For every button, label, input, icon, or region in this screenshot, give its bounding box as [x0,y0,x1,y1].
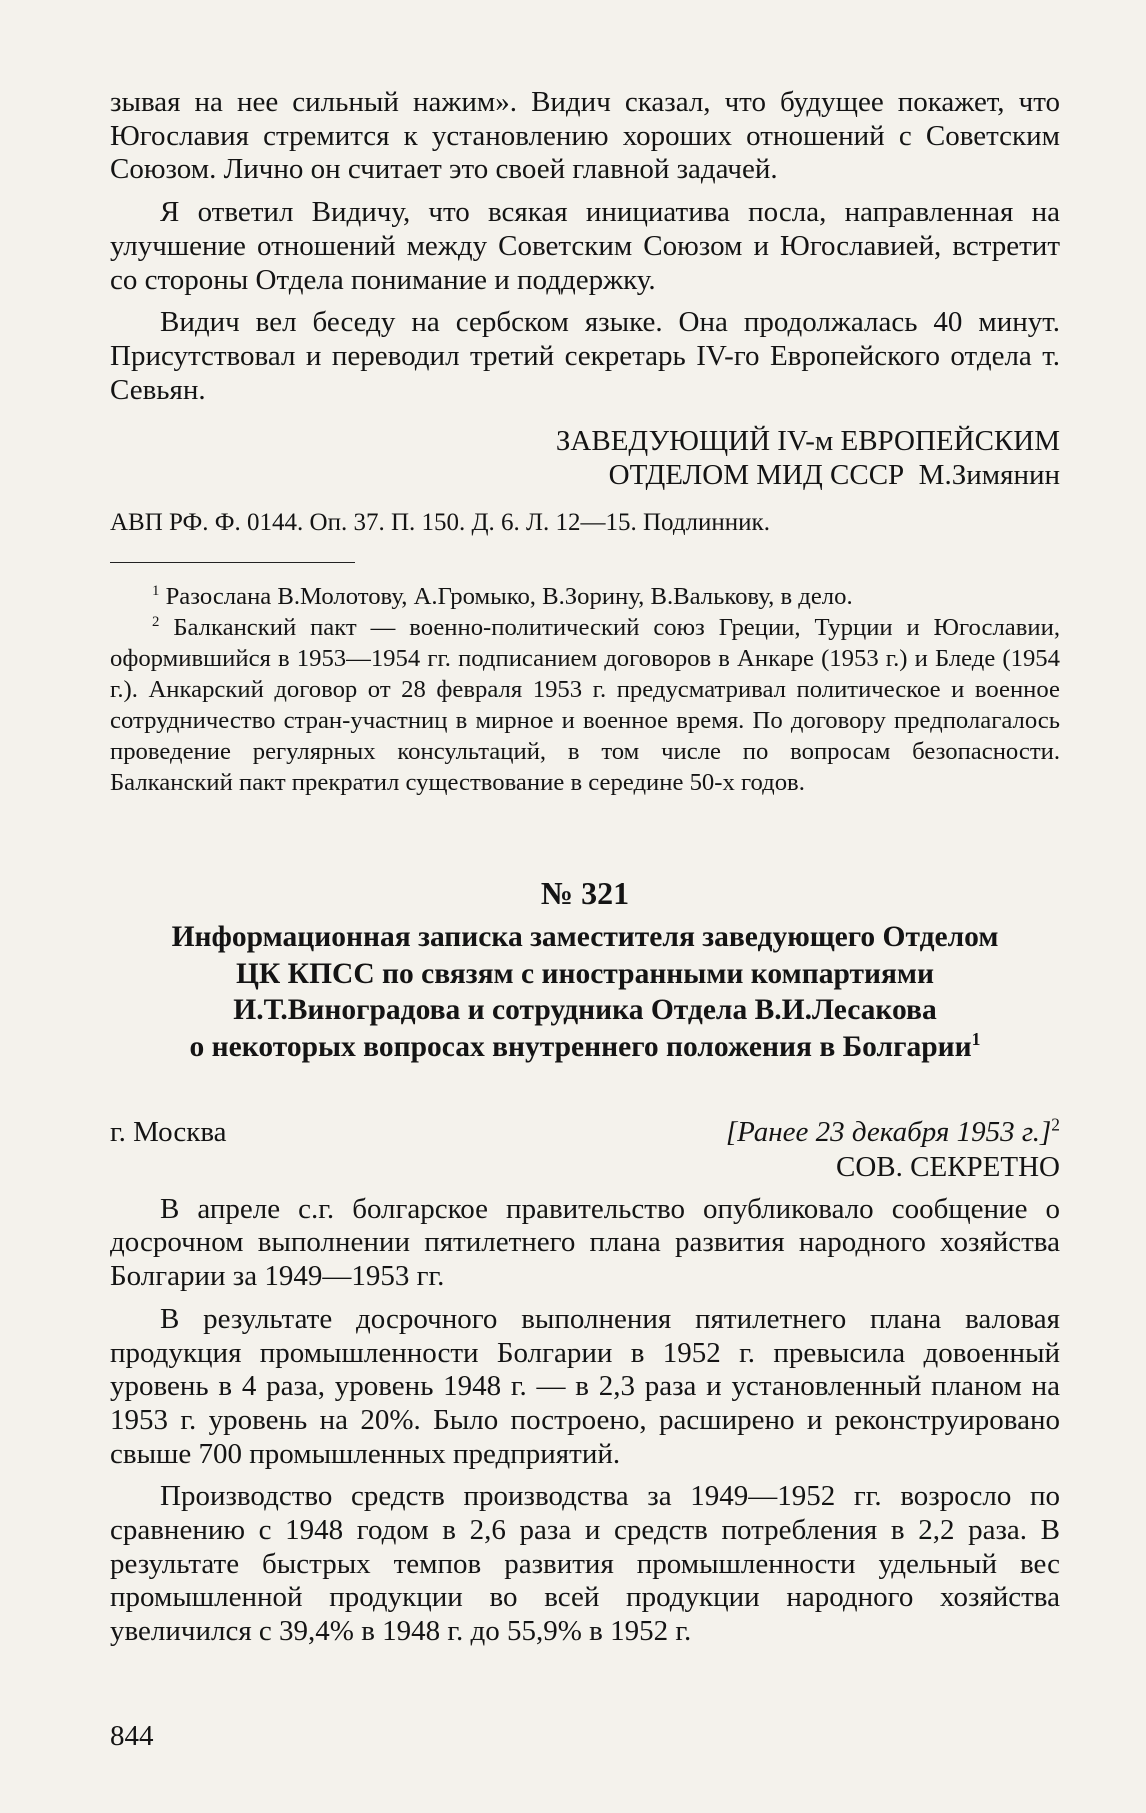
document-1-ending [110,86,1060,539]
paragraph-industrial-output: В результате досрочного выполнения пятилетнего плана валовая продукция промышленности Болгарии в 1952 г. превысила довоенный уровень в 4 раза, уровень 1948 г. — в 2,3 раза и установленный планом на 1953 г. уровень на 20%. Было построено, расширено и реконструировано свыше 700 промышленных предприятий. [110,1302,1060,1470]
paragraph-means-of-production: Производство средств производства за 1949—1952 гг. возросло по сравнению с 1948 годом в 2,6 раза и средств потребления в 2,2 раза. В результате быстрых темпов развития промышленности удельный вес промышленной продукции во всей продукции народного хозяйства увеличился с 39,4% в 1948 г. до 55,9% в 1952 г. [110,1480,1060,1648]
title-footnote-mark: 1 [971,1028,981,1049]
title-line-2: ЦК КПСС по связям с иностранными компартиями [235,957,935,990]
footnote-divider [110,562,355,563]
paragraph-reply: Я ответил Видичу, что всякая инициатива посла, направленная на улучшение отношений между Советским Союзом и Югославией, встретит со стороны Отдела понимание и поддержку. [110,196,1060,296]
dateline [110,1115,1060,1149]
date-footnote-mark: 2 [1051,1114,1060,1135]
footnotes-block [110,550,1060,798]
footnote-1-text: Разослана В.Молотову, А.Громыко, В.Зорину, В.Валькову, в дело. [159,583,853,610]
document-number: № 321 [540,875,630,911]
title-line-1: Информационная записка заместителя заведующего Отделом [171,921,999,953]
archive-reference: АВП РФ. Ф. 0144. Оп. 37. П. 150. Д. 6. Л. 12—15. Подлинник. [110,508,770,536]
signature-name-line: ОТДЕЛОМ МИД СССР М.Зимянин [608,459,1060,492]
title-line-3: И.Т.Виноградова и сотрудника Отдела В.И.Лесакова [233,994,937,1026]
footnote-2 [110,612,1060,798]
place: г. Москва [110,1116,227,1148]
paragraph-conversation: Видич вел беседу на сербском языке. Она продолжалась 40 минут. Присутствовал и переводил третий секретарь IV-го Европейского отдела т. Севьян. [110,306,1060,406]
document-title [110,919,1060,1065]
page-number: 844 [110,1720,154,1752]
footnote-1 [110,581,1060,612]
footnote-1-mark: 1 [152,582,160,599]
classification-stamp: СОВ. СЕКРЕТНО [836,1151,1060,1183]
paragraph-continued: зывая на нее сильный нажим». Видич сказал, что будущее покажет, что Югославия стремится к установлению хороших отношений с Советским Союзом. Лично он считает это своей главной задачей. [110,86,1060,186]
footnote-2-mark: 2 [152,613,160,630]
footnotes [110,581,1060,798]
title-line-4 [110,1029,1060,1066]
title-line-4-text: о некоторых вопросах внутреннего положения в Болгарии [189,1030,972,1063]
document-321 [110,875,1060,1649]
signature-title-line: ЗАВЕДУЮЩИЙ IV-м ЕВРОПЕЙСКИМ [555,425,1060,458]
paragraph-five-year-plan: В апреле с.г. болгарское правительство опубликовало сообщение о досрочном выполнении пятилетнего плана развития народного хозяйства Болгарии за 1949—1953 гг. [110,1192,1060,1293]
date-text: [Ранее 23 декабря 1953 г.] [725,1116,1052,1148]
date [726,1115,1060,1149]
footnote-2-text: Балканский пакт — военно-политический союз Греции, Турции и Югославии, оформившийся в 1953—1954 гг. подписанием договоров в Анкаре (1953 г.) и Бледе (1954 г.). Анкарский договор от 28 февраля 1953 г. предусматривал политическое и военное сотрудничество стран-участниц в мирное и военное время. По договору предполагалось проведение регулярных консультаций, в том числе по вопросам безопасности. Балканский пакт прекратил существование в середине 50-х годов. [110,614,1060,796]
